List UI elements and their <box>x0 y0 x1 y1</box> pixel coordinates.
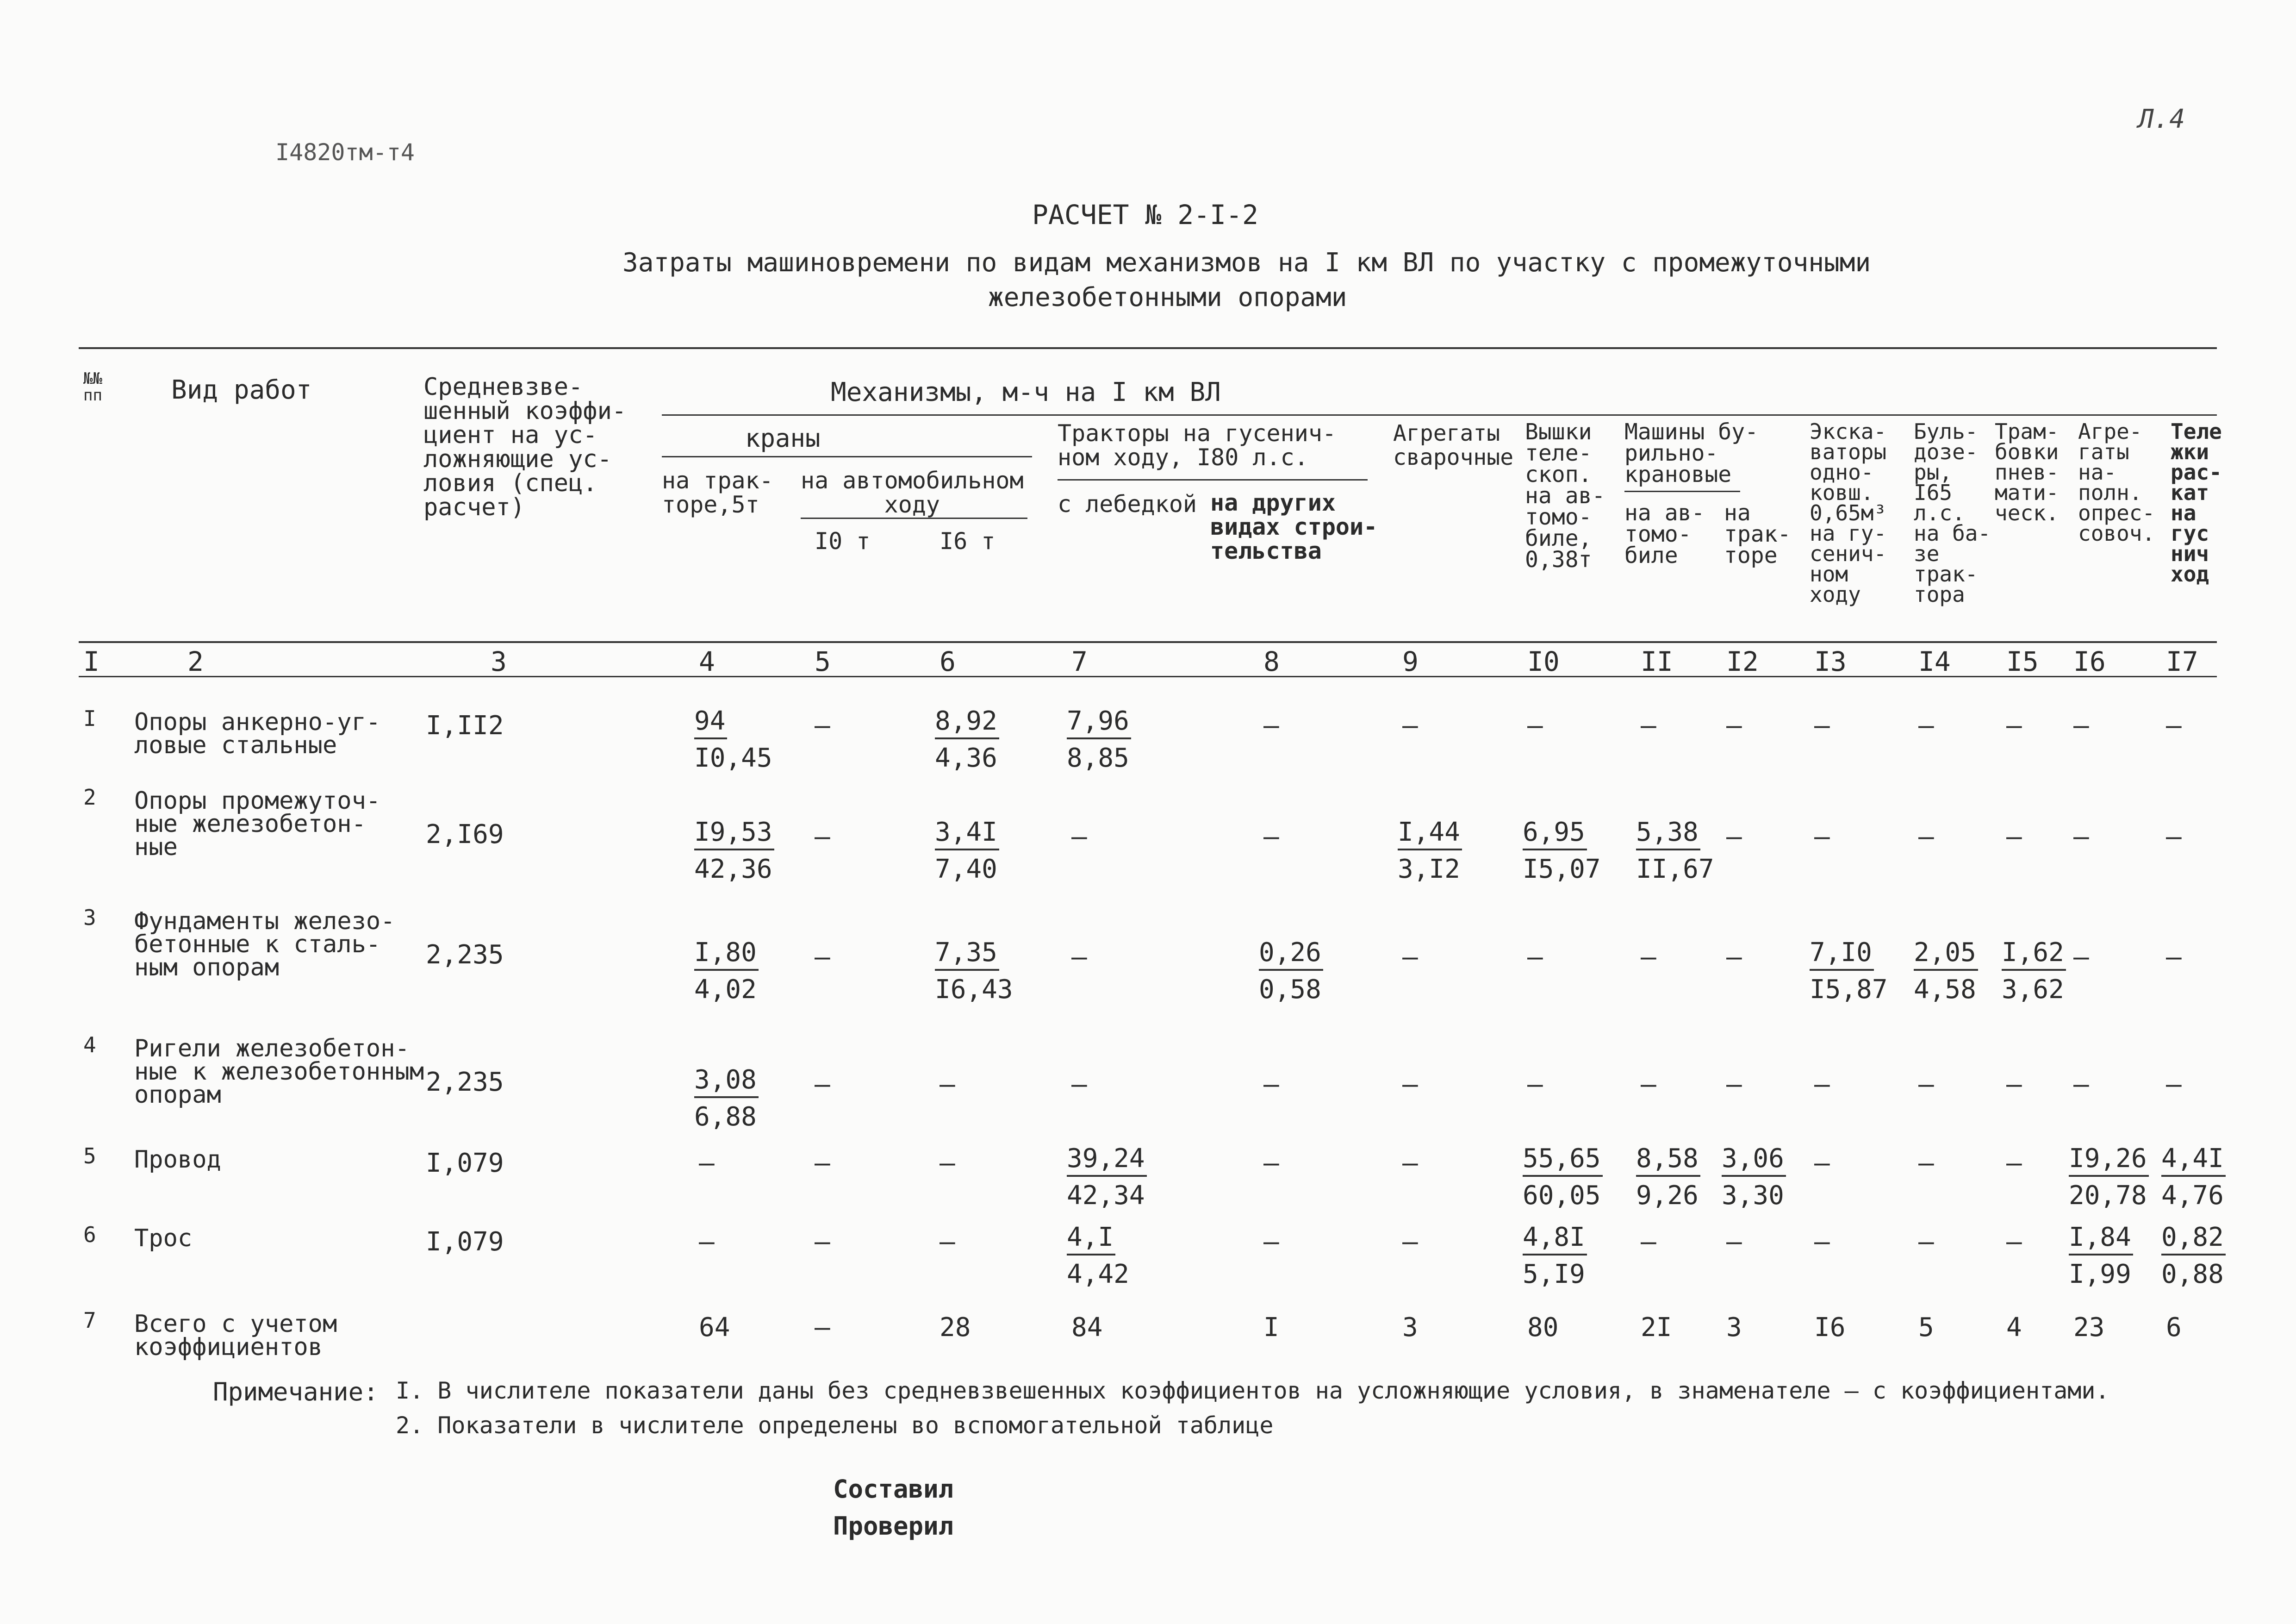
coefficient-value: I,079 <box>426 1148 504 1178</box>
empty-dash: – <box>2166 711 2182 741</box>
empty-dash: – <box>1527 1069 1543 1099</box>
header-excavators: Экска- ваторы одно- ковш. 0,65м³ на гу- сенич- ном ходу <box>1810 419 1887 607</box>
empty-dash: – <box>1641 711 1656 741</box>
header-bottom-rule <box>79 641 2217 643</box>
numerator-without-coefficient: 6,95 <box>1523 817 1587 850</box>
header-tractors: Тракторы на гусенич- ном ходу, I80 л.с. <box>1058 420 1337 471</box>
column-number-11: II <box>1641 646 1673 677</box>
denominator-with-coefficient: I6,43 <box>935 974 1013 1005</box>
denominator-with-coefficient: I5,87 <box>1810 974 1888 1005</box>
header-work-type: Вид работ <box>171 375 312 405</box>
work-type-name: Опоры промежуточ- ные железобетон- ные <box>134 787 381 861</box>
numerator-without-coefficient: 3,08 <box>694 1065 759 1098</box>
column-numbers-rule <box>79 676 2217 677</box>
header-coefficient: Средневзве- шенный коэффи- циент на ус- ложняющие ус- ловия (спец. расчет) <box>423 373 627 521</box>
numerator-without-coefficient: 8,92 <box>935 706 999 739</box>
composed-by-label: Составил <box>833 1474 954 1504</box>
column-number-16: I6 <box>2073 646 2106 677</box>
note-label: Примечание: <box>213 1377 379 1406</box>
work-type-name: Провод <box>134 1146 221 1174</box>
empty-dash: – <box>1726 1227 1742 1257</box>
empty-dash: – <box>2073 822 2089 852</box>
empty-dash: – <box>1402 711 1418 741</box>
empty-dash: – <box>1918 711 1934 741</box>
total-value: I <box>1263 1312 1279 1343</box>
empty-dash: – <box>1641 1227 1656 1257</box>
numerator-without-coefficient: 4,4I <box>2161 1143 2226 1177</box>
denominator-with-coefficient: 3,30 <box>1722 1181 1784 1211</box>
empty-dash: – <box>1263 1069 1279 1099</box>
column-number-12: I2 <box>1726 646 1759 677</box>
checked-by-label: Проверил <box>833 1512 954 1541</box>
row-number: 3 <box>83 905 96 930</box>
column-number-7: 7 <box>1071 646 1088 677</box>
numerator-without-coefficient: I,84 <box>2069 1222 2133 1255</box>
empty-dash: – <box>2073 942 2089 972</box>
empty-dash: – <box>1402 942 1418 972</box>
empty-dash: – <box>1726 822 1742 852</box>
work-type-name: Фундаменты железо- бетонные к сталь- ным опорам <box>134 907 395 981</box>
denominator-with-coefficient: 60,05 <box>1523 1181 1601 1211</box>
empty-dash: – <box>1527 942 1543 972</box>
column-number-5: 5 <box>815 646 831 677</box>
empty-dash: – <box>1071 822 1087 852</box>
empty-dash: – <box>1071 942 1087 972</box>
denominator-with-coefficient: 4,02 <box>694 974 757 1005</box>
empty-dash: – <box>1814 1069 1830 1099</box>
empty-dash: – <box>2006 1148 2022 1178</box>
empty-dash: – <box>1814 1227 1830 1257</box>
empty-dash: – <box>1814 822 1830 852</box>
drill-underline <box>1624 491 1740 492</box>
numerator-without-coefficient: I,62 <box>2002 937 2066 971</box>
column-number-4: 4 <box>699 646 715 677</box>
denominator-with-coefficient: I0,45 <box>694 743 772 773</box>
row-number: 2 <box>83 785 96 810</box>
header-crane-tractor: на трак- торе,5т <box>662 467 773 518</box>
empty-dash: – <box>2166 1069 2182 1099</box>
value-fraction <box>2069 1143 2149 1211</box>
numerator-without-coefficient: 55,65 <box>1523 1143 1603 1177</box>
mechanisms-underline <box>662 414 2217 416</box>
column-number-17: I7 <box>2166 646 2198 677</box>
empty-dash: – <box>815 1148 830 1178</box>
header-drill-tractor: на трак- торе <box>1724 500 1791 568</box>
row-number: 6 <box>83 1222 96 1247</box>
numerator-without-coefficient: 4,8I <box>1523 1222 1587 1255</box>
empty-dash: – <box>1726 942 1742 972</box>
empty-dash: – <box>2073 711 2089 741</box>
header-other-construction: на других видах строи- тельства <box>1210 489 1378 564</box>
denominator-with-coefficient: II,67 <box>1636 854 1714 884</box>
empty-dash: – <box>2006 1069 2022 1099</box>
empty-dash: – <box>2006 711 2022 741</box>
empty-dash: – <box>1263 822 1279 852</box>
numerator-without-coefficient: 3,4I <box>935 817 999 850</box>
numerator-without-coefficient: 0,26 <box>1259 937 1323 971</box>
empty-dash: – <box>1402 1227 1418 1257</box>
column-number-6: 6 <box>940 646 956 677</box>
value-fraction <box>1914 937 1978 1005</box>
numerator-without-coefficient: 7,I0 <box>1810 937 1874 971</box>
empty-dash: – <box>2006 1227 2022 1257</box>
value-fraction <box>694 1065 759 1132</box>
denominator-with-coefficient: 0,88 <box>2161 1259 2224 1289</box>
value-fraction <box>935 937 1013 1005</box>
empty-dash: – <box>1263 1148 1279 1178</box>
empty-dash: – <box>815 711 830 741</box>
total-value: 23 <box>2073 1312 2105 1343</box>
coefficient-value: 2,235 <box>426 940 504 970</box>
denominator-with-coefficient: I,99 <box>2069 1259 2131 1289</box>
total-value: 2I <box>1641 1312 1672 1343</box>
header-row-number: №№ пп <box>83 369 102 405</box>
empty-dash: – <box>1918 1069 1934 1099</box>
value-fraction <box>1636 817 1714 885</box>
note-1: I. В числителе показатели даны без средневзвешенных коэффициентов на усложняющие условия, в знаменателе – с коэффициентами. <box>396 1377 2109 1404</box>
denominator-with-coefficient: 4,36 <box>935 743 997 773</box>
empty-dash: – <box>1071 1069 1087 1099</box>
denominator-with-coefficient: 0,58 <box>1259 974 1321 1005</box>
value-fraction <box>2161 1222 2226 1290</box>
numerator-without-coefficient: 7,35 <box>935 937 999 971</box>
crane-auto-underline <box>801 518 1027 519</box>
tractors-underline <box>1058 479 1368 481</box>
value-fraction <box>1259 937 1323 1005</box>
empty-dash: – <box>1814 711 1830 741</box>
coefficient-value: I,II2 <box>426 711 504 741</box>
denominator-with-coefficient: 7,40 <box>935 854 997 884</box>
numerator-without-coefficient: 7,96 <box>1067 706 1131 739</box>
work-type-name: Всего с учетом коэффициентов <box>134 1310 337 1361</box>
empty-dash: – <box>1726 1069 1742 1099</box>
column-number-15: I5 <box>2006 646 2039 677</box>
numerator-without-coefficient: 3,06 <box>1722 1143 1786 1177</box>
empty-dash: – <box>940 1069 955 1099</box>
column-number-10: I0 <box>1527 646 1560 677</box>
subtitle-line-2: железобетонными опорами <box>988 282 1347 312</box>
denominator-with-coefficient: 20,78 <box>2069 1181 2147 1211</box>
total-value: 3 <box>1402 1312 1418 1343</box>
value-fraction <box>2002 937 2066 1005</box>
header-drill-auto: на ав- томо- биле <box>1624 500 1705 568</box>
denominator-with-coefficient: 3,62 <box>2002 974 2064 1005</box>
denominator-with-coefficient: 42,36 <box>694 854 772 884</box>
numerator-without-coefficient: 94 <box>694 706 727 739</box>
empty-dash: – <box>940 1148 955 1178</box>
value-fraction <box>1067 1143 1147 1211</box>
denominator-with-coefficient: 4,42 <box>1067 1259 1129 1289</box>
value-fraction <box>935 706 999 774</box>
column-number-13: I3 <box>1814 646 1847 677</box>
total-value: I6 <box>1814 1312 1846 1343</box>
empty-dash: – <box>2006 822 2022 852</box>
total-value: 80 <box>1527 1312 1559 1343</box>
row-number: I <box>83 706 96 731</box>
empty-dash: – <box>2166 942 2182 972</box>
numerator-without-coefficient: 2,05 <box>1914 937 1978 971</box>
numerator-without-coefficient: 0,82 <box>2161 1222 2226 1255</box>
denominator-with-coefficient: 9,26 <box>1636 1181 1699 1211</box>
table-top-rule <box>79 347 2217 349</box>
header-crane-16t: I6 т <box>940 528 996 555</box>
total-value: 3 <box>1726 1312 1742 1343</box>
value-fraction <box>1523 817 1601 885</box>
total-value: 4 <box>2006 1312 2022 1343</box>
header-towers: Вышки теле- скоп. на ав- томо- биле, 0,38т <box>1525 419 1605 573</box>
numerator-without-coefficient: I9,53 <box>694 817 774 850</box>
row-number: 4 <box>83 1032 96 1057</box>
header-press-units: Агре- гаты на- полн. опрес- совоч. <box>2078 419 2155 546</box>
value-fraction <box>1523 1222 1587 1290</box>
coefficient-value: 2,I69 <box>426 819 504 849</box>
denominator-with-coefficient: 5,I9 <box>1523 1259 1585 1289</box>
denominator-with-coefficient: 4,58 <box>1914 974 1976 1005</box>
value-fraction <box>1398 817 1462 885</box>
column-number-14: I4 <box>1918 646 1951 677</box>
numerator-without-coefficient: 5,38 <box>1636 817 1700 850</box>
denominator-with-coefficient: 8,85 <box>1067 743 1129 773</box>
header-welding: Агрегаты сварочные <box>1393 420 1514 470</box>
work-type-name: Опоры анкерно-уг- ловые стальные <box>134 708 381 759</box>
empty-dash: – <box>1263 1227 1279 1257</box>
empty-dash: – <box>1918 1148 1934 1178</box>
empty-dash: – <box>1402 1148 1418 1178</box>
header-drilling-machines: Машины бу- рильно- крановые <box>1624 419 1758 487</box>
empty-dash: – <box>1918 1227 1934 1257</box>
column-number-3: 3 <box>491 646 507 677</box>
total-value: 6 <box>2166 1312 2182 1343</box>
header-reel-carts: Теле жки рас- кат на гус нич ход <box>2171 419 2222 587</box>
empty-dash: – <box>1641 1069 1656 1099</box>
row-number: 5 <box>83 1143 96 1168</box>
value-fraction <box>694 817 774 885</box>
header-crane-10t: I0 т <box>815 528 871 555</box>
total-value: 84 <box>1071 1312 1103 1343</box>
column-number-9: 9 <box>1402 646 1419 677</box>
work-type-name: Трос <box>134 1224 193 1252</box>
empty-dash: – <box>2073 1069 2089 1099</box>
empty-dash: – <box>815 1227 830 1257</box>
value-fraction <box>1067 1222 1129 1290</box>
numerator-without-coefficient: 8,58 <box>1636 1143 1700 1177</box>
numerator-without-coefficient: I,80 <box>694 937 759 971</box>
page-mark: Л.4 <box>2138 104 2185 134</box>
empty-dash: – <box>699 1148 715 1178</box>
empty-dash: – <box>1527 711 1543 741</box>
denominator-with-coefficient: 6,88 <box>694 1102 757 1132</box>
column-number-1: I <box>83 646 100 677</box>
empty-dash: – <box>1641 942 1656 972</box>
value-fraction <box>1523 1143 1603 1211</box>
value-fraction <box>2161 1143 2226 1211</box>
value-fraction <box>1636 1143 1700 1211</box>
total-value: 64 <box>699 1312 730 1343</box>
empty-dash: – <box>699 1227 715 1257</box>
header-mechanisms: Механизмы, м-ч на I км ВЛ <box>831 377 1221 407</box>
subtitle-line-1: Затраты машиновремени по видам механизмов на I км ВЛ по участку с промежуточными <box>622 248 1871 278</box>
denominator-with-coefficient: I5,07 <box>1523 854 1601 884</box>
coefficient-value: I,079 <box>426 1227 504 1257</box>
total-value: 5 <box>1918 1312 1934 1343</box>
coefficient-value: 2,235 <box>426 1067 504 1097</box>
work-type-name: Ригели железобетон- ные к железобетонным опорам <box>134 1035 424 1109</box>
empty-dash: – <box>1814 1148 1830 1178</box>
denominator-with-coefficient: 4,76 <box>2161 1181 2224 1211</box>
empty-dash: – <box>1918 822 1934 852</box>
column-number-8: 8 <box>1263 646 1280 677</box>
value-fraction <box>1722 1143 1786 1211</box>
empty-dash: – <box>1726 711 1742 741</box>
document-code: I4820тм-т4 <box>275 139 415 166</box>
empty-dash: – <box>815 942 830 972</box>
header-winch: с лебедкой <box>1058 491 1197 518</box>
empty-dash: – <box>1263 711 1279 741</box>
numerator-without-coefficient: I,44 <box>1398 817 1462 850</box>
value-fraction <box>1810 937 1888 1005</box>
value-fraction <box>935 817 999 885</box>
numerator-without-coefficient: 39,24 <box>1067 1143 1147 1177</box>
note-2: 2. Показатели в числителе определены во вспомогательной таблице <box>396 1412 1274 1439</box>
column-number-2: 2 <box>187 646 204 677</box>
numerator-without-coefficient: I9,26 <box>2069 1143 2149 1177</box>
numerator-without-coefficient: 4,I <box>1067 1222 1115 1255</box>
empty-dash: – <box>815 1312 830 1343</box>
header-crane-auto: на автомобильном ходу <box>801 467 1024 518</box>
value-fraction <box>694 937 759 1005</box>
value-fraction <box>694 706 772 774</box>
header-rammers: Трам- бовки пнев- мати- ческ. <box>1995 419 2059 525</box>
header-cranes: краны <box>745 424 821 453</box>
denominator-with-coefficient: 42,34 <box>1067 1181 1145 1211</box>
empty-dash: – <box>2166 822 2182 852</box>
empty-dash: – <box>815 1069 830 1099</box>
value-fraction <box>2069 1222 2133 1290</box>
empty-dash: – <box>940 1227 955 1257</box>
value-fraction <box>1067 706 1131 774</box>
denominator-with-coefficient: 3,I2 <box>1398 854 1460 884</box>
cranes-underline <box>662 456 1032 457</box>
calc-title: РАСЧЕТ № 2-I-2 <box>1032 199 1258 231</box>
empty-dash: – <box>1402 1069 1418 1099</box>
empty-dash: – <box>815 822 830 852</box>
total-value: 28 <box>940 1312 971 1343</box>
row-number: 7 <box>83 1308 96 1333</box>
header-bulldozers: Буль- дозе- ры, I65 л.с. на ба- зе трак- тора <box>1914 419 1991 607</box>
